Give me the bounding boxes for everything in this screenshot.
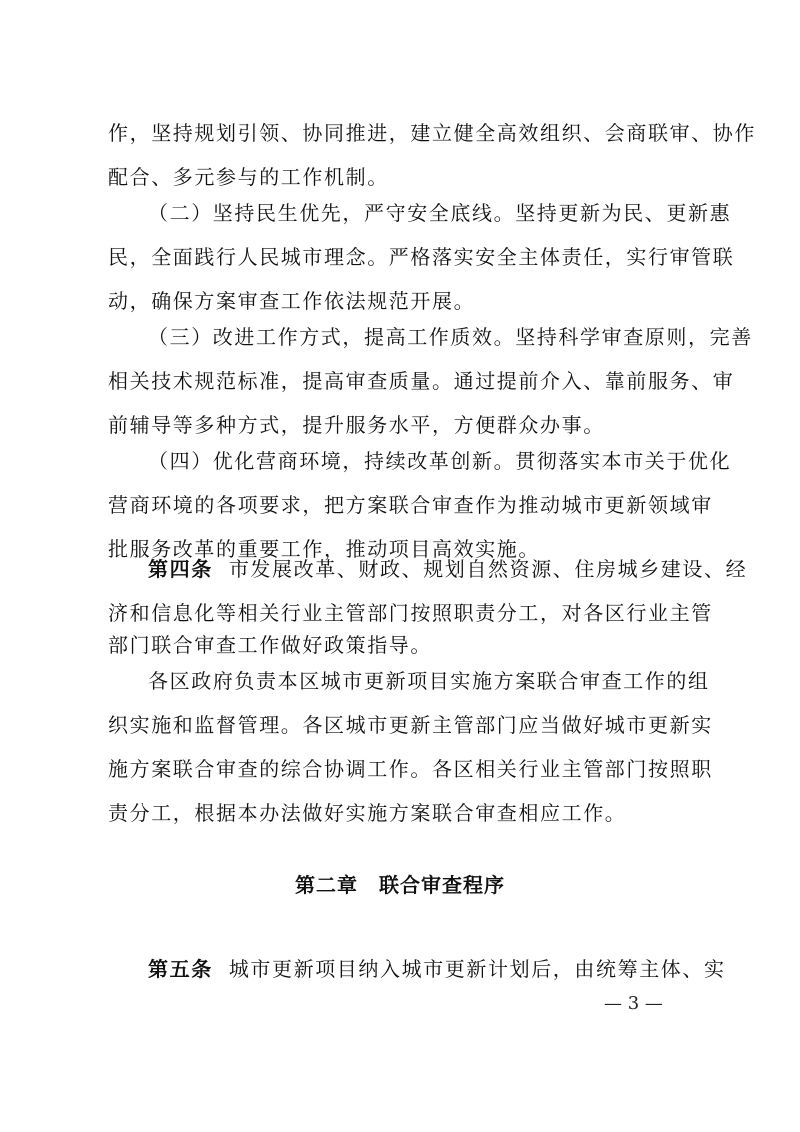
body-line: （二）坚持民生优先，严守安全底线。坚持更新为民、更新惠 [148, 201, 732, 225]
body-line: 部门联合审查工作做好政策指导。 [108, 633, 432, 657]
article-4-line [148, 556, 748, 582]
chapter-heading: 第二章 联合审查程序 [295, 873, 505, 897]
body-line: 动，确保方案审查工作依法规范开展。 [108, 289, 476, 313]
body-line: 前辅导等多种方式，提升服务水平，方便群众办事。 [108, 413, 605, 437]
body-line: 施方案联合审查的综合协调工作。各区相关行业主管部门按照职 [108, 757, 713, 781]
article-5-label: 第五条 [148, 957, 213, 981]
body-line: 各区政府负责本区城市更新项目实施方案联合审查工作的组 [148, 669, 710, 693]
body-line: 相关技术规范标准，提高审查质量。通过提前介入、靠前服务、审 [108, 369, 735, 393]
body-line: 民，全面践行人民城市理念。严格落实安全主体责任，实行审管联 [108, 245, 735, 269]
body-line: 责分工，根据本办法做好实施方案联合审查相应工作。 [108, 801, 627, 825]
page-number: — 3 — [604, 993, 663, 1014]
body-line: 批服务改革的重要工作，推动项目高效实施。 [108, 537, 540, 561]
article-4-label: 第四条 [148, 557, 213, 581]
body-line: （三）改进工作方式，提高工作质效。坚持科学审查原则，完善 [148, 325, 753, 349]
body-line: 济和信息化等相关行业主管部门按照职责分工，对各区行业主管 [108, 601, 713, 625]
article-4-text: 市发展改革、财政、规划自然资源、住房城乡建设、经 [228, 557, 748, 581]
body-line: （四）优化营商环境，持续改革创新。贯彻落实本市关于优化 [148, 449, 732, 473]
body-line: 营商环境的各项要求，把方案联合审查作为推动城市更新领域审 [108, 493, 713, 517]
body-line: 作，坚持规划引领、协同推进，建立健全高效组织、会商联审、协作 [108, 121, 756, 145]
body-line: 织实施和监督管理。各区城市更新主管部门应当做好城市更新实 [108, 713, 713, 737]
body-line: 配合、多元参与的工作机制。 [108, 165, 389, 189]
article-5-line [148, 956, 726, 982]
article-5-text: 城市更新项目纳入城市更新计划后，由统筹主体、实 [228, 957, 726, 981]
